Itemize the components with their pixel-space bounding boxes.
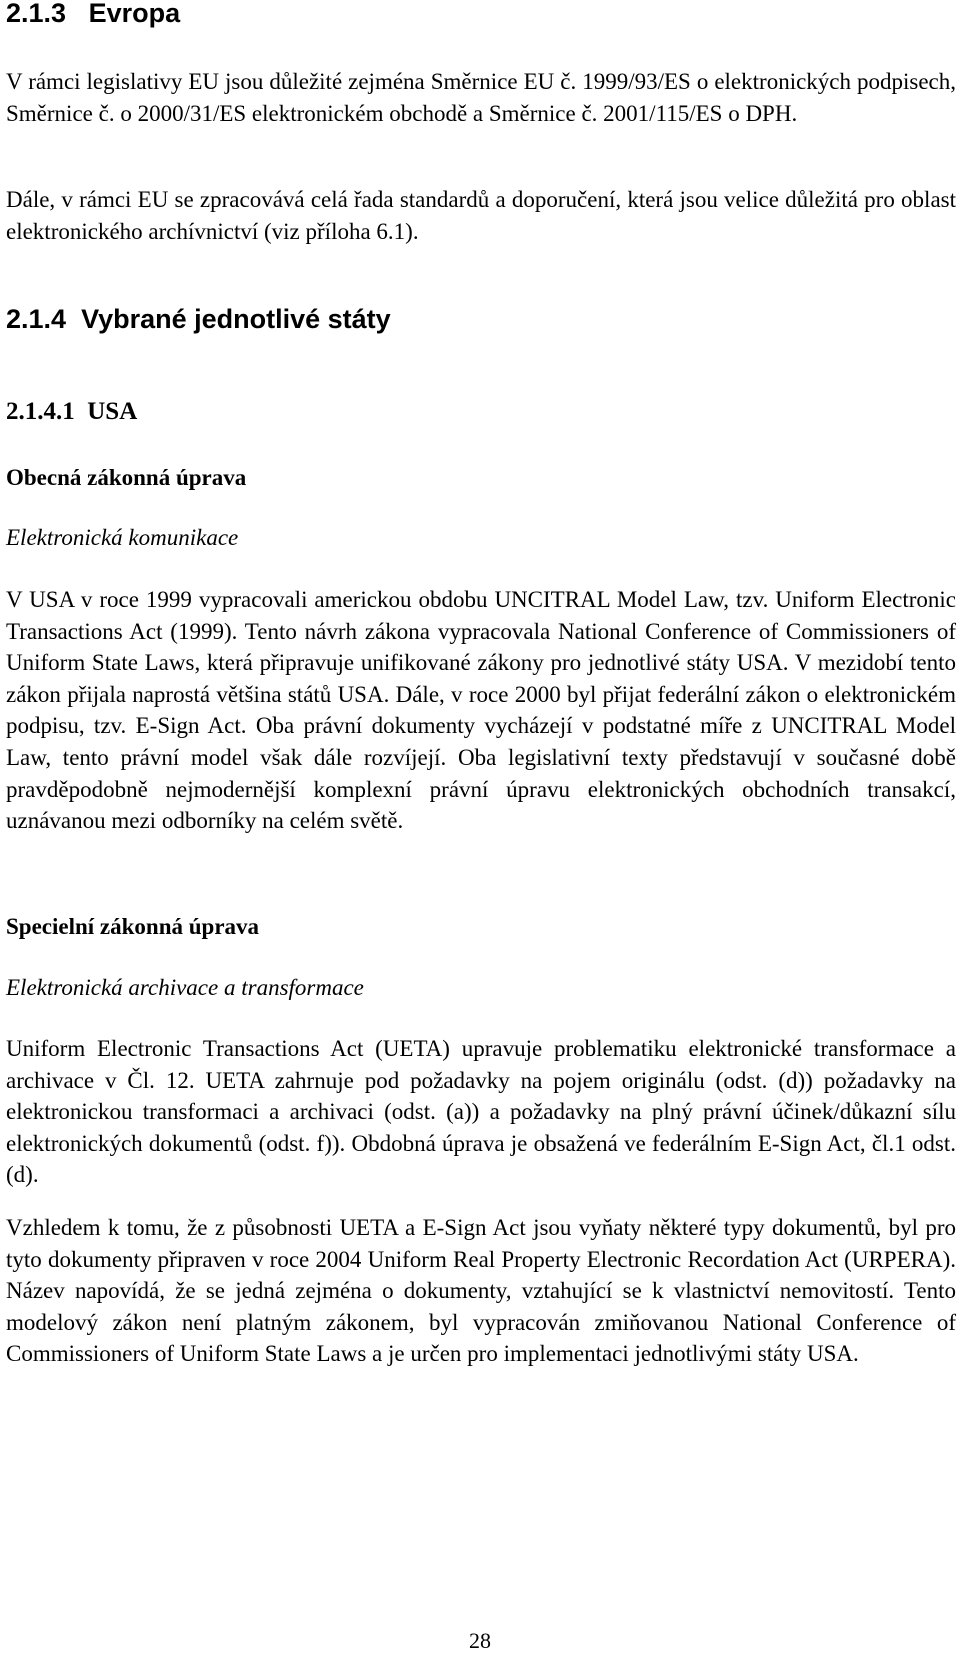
- paragraph-urpera: Vzhledem k tomu, že z působnosti UETA a E-Sign Act jsou vyňaty některé typy dokumentů, byl pro tyto dokumenty připraven v roce 2004 Uniform Real Property Electronic Recordation Act (URPERA). Název napovídá, že se jedná zejména o dokumenty, vztahující se k vlastnictví nemovitostí. Tento modelový zákon není platným zákonem, byl vypracován zmiňovanou National Conference of Commissioners of Uniform State Laws a je určen pro implementaci jednotlivými státy USA.: [6, 1215, 956, 1367]
- heading-general-regulation: Obecná zákonná úprava: [6, 465, 247, 490]
- paragraph-eu-directives: V rámci legislativy EU jsou důležité zejména Směrnice EU č. 1999/93/ES o elektronických podpisech, Směrnice č. o 2000/31/ES elektronickém obchodě a Směrnice č. 2001/115/ES o DPH.: [6, 69, 956, 126]
- section-heading-europe: [6, 0, 180, 28]
- heading-special-regulation: Specielní zákonná úprava: [6, 914, 260, 939]
- subheading-archiving-transformation: Elektronická archivace a transformace: [6, 975, 364, 1000]
- section-title: Vybrané jednotlivé státy: [81, 304, 391, 334]
- section-title: Evropa: [88, 0, 181, 28]
- subheading-electronic-communication: Elektronická komunikace: [6, 525, 239, 550]
- section-number: 2.1.4: [6, 304, 67, 334]
- subsection-heading-usa: 2.1.4.1 USA: [6, 398, 138, 425]
- section-number: 2.1.3: [6, 0, 67, 28]
- section-heading-states: [6, 304, 391, 334]
- paragraph-eu-standards: Dále, v rámci EU se zpracovává celá řada standardů a doporučení, která jsou velice důležitá pro oblast elektronického archívnictví (viz příloha 6.1).: [6, 187, 956, 244]
- paragraph-usa-general: V USA v roce 1999 vypracovali americkou obdobu UNCITRAL Model Law, tzv. Uniform Electronic Transactions Act (1999). Tento návrh zákona vypracovala National Conference of Commissioners of Uniform State Laws, která připravuje unifikované zákony pro jednotlivé státy USA. V mezidobí tento zákon přijala naprostá většina států USA. Dále, v roce 2000 byl přijat federální zákon o elektronickém podpisu, tzv. E-Sign Act. Oba právní dokumenty vycházejí v podstatné míře z UNCITRAL Model Law, tento právní model však dále rozvíjejí. Oba legislativní texty představují v současné době pravděpodobně nejmodernější komplexní právní úpravu elektronických obchodních transakcí, uznávanou mezi odborníky na celém světě.: [6, 587, 956, 834]
- paragraph-ueta: Uniform Electronic Transactions Act (UETA) upravuje problematiku elektronické transformace a archivace v Čl. 12. UETA zahrnuje pod požadavky na pojem originálu (odst. (d)) požadavky na elektronickou transformaci a archivaci (odst. (a)) a požadavky na plný právní účinek/důkazní sílu elektronických dokumentů (odst. f)). Obdobná úprava je obsažená ve federálním E-Sign Act, čl.1 odst. (d).: [6, 1036, 956, 1188]
- page-number: 28: [469, 1628, 491, 1653]
